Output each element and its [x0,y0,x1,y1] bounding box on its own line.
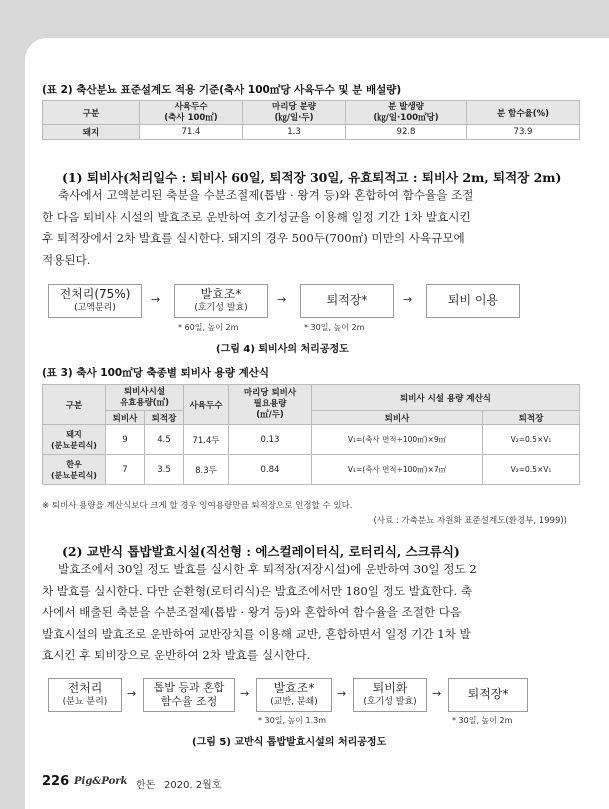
arrow-icon: → [403,293,413,306]
step-sublabel: 함수율 조정 [160,695,218,708]
table3-cell: 3.5 [145,455,184,485]
section1-paragraph [42,185,474,271]
step-label: 퇴비 이용 [447,293,499,308]
table3-cell: 0.13 [229,425,312,455]
flow4-step-fermenter [174,284,268,318]
flow4-note: * 30일, 높이 2m [304,323,365,332]
table3-cell: 4.5 [145,425,184,455]
table2-caption: (표 2) 축산분뇨 표준설계도 적용 기준(축사 100㎡당 사육두수 및 분 배설량) [42,84,402,96]
table3-cell: 8.3두 [184,455,229,485]
step-sublabel: (호기성 발효) [363,696,417,707]
flow5-step-composting [353,678,427,712]
step-label: 발효조* [200,287,242,302]
table3-header: 마리당 퇴비사 필요용량 (㎥/두) [229,385,312,425]
step-label: 퇴적장* [467,687,509,702]
magazine-name: 한돈 [136,780,156,791]
table3-subheader: 퇴적장 [483,411,580,425]
table2-cell: 73.9 [467,125,580,140]
paragraph-line: 축사에서 고액분리된 축분을 수분조절제(톱밥 · 왕겨 등)와 혼합하여 함수율을 조절 [58,188,474,202]
section1-heading: (1) 퇴비사(처리일수 : 퇴비사 60일, 퇴적장 30일, 유효퇴적고 : 퇴비사 2m, 퇴적장 2m) [62,170,562,185]
table2 [42,100,580,140]
paragraph-line: 차 발효를 실시한다. 다만 순환형(로터리식)은 발효조에서만 180일 정도 발효한다. 축 [42,583,473,598]
step-label: 퇴적장* [326,293,368,308]
figure5-caption: (그림 5) 교반식 톱밥발효시설의 처리공정도 [192,737,387,748]
section2-heading: (2) 교반식 톱밥발효시설(직선형 : 에스컬레이터식, 로터리식, 스크류식) [62,544,460,559]
table3-subheader: 퇴적장 [145,411,184,425]
flow5-step-pile [448,678,528,712]
table2-header: 구분 [43,101,140,125]
flow5-step-mixing [143,678,235,712]
step-label: 전처리 [67,681,103,696]
table2-cell: 71.4 [140,125,243,140]
table3-source: (사료 : 가축분뇨 자원화 표준설계도(환경부, 1999)) [373,516,567,526]
table3-header: 구분 [43,385,106,425]
step-sublabel: (분뇨 분리) [62,696,108,707]
table-row [43,455,580,485]
figure4-caption: (그림 4) 퇴비사의 처리공정도 [216,344,349,355]
flow5-step-fermenter [256,678,332,712]
table3-cell: V₁=(축사 면적÷100㎡)×7㎥ [312,455,483,485]
flow4-step-pile [300,284,394,318]
section2-paragraph [42,559,477,667]
table3-cell: V₂=0.5×V₁ [483,455,580,485]
page-number: 226 [42,774,70,789]
paragraph-line: 적용된다. [42,252,91,267]
table2-header: 분 함수율(%) [467,101,580,125]
flow5-step-pretreatment [48,678,122,712]
paragraph-line: 효시킨 후 퇴비장으로 운반하여 2차 발효를 실시한다. [42,648,311,662]
paragraph-line: 후 퇴적장에서 2차 발효를 실시한다. 돼지의 경우 500두(700㎡) 미만의 사육규모에 [42,231,465,245]
arrow-icon: → [240,687,250,700]
arrow-icon: → [337,687,347,700]
table3-cell: 7 [106,455,145,485]
magazine-logo: Pig&Pork [74,776,128,787]
table3-header: 사육두수 [184,385,229,425]
step-label: 퇴비화 [372,681,408,696]
table2-cell: 1.3 [243,125,346,140]
flow5-note: * 30일, 높이 1.3m [258,716,327,725]
table3-cell: 0.84 [229,455,312,485]
table3 [42,384,580,485]
table-row [43,425,580,455]
arrow-icon: → [127,687,137,700]
flow4-step-pretreatment [48,284,142,318]
step-label: 발효조* [273,681,315,696]
table3-caption: (표 3) 축사 100㎡당 축종별 퇴비사 용량 계산식 [42,367,270,379]
paragraph-line: 발효조에서 30일 정도 발효를 실시한 후 퇴적장(저장시설)에 운반하여 30일 정도 2 [58,562,477,576]
paragraph-line: 한 다음 퇴비사 시설의 발효조로 운반하여 호기성균을 이용해 일정 기간 1차 발효시킨 [42,209,471,224]
step-sublabel: (교반, 분쇄) [270,696,318,707]
table2-header: 분 발생량 (㎏/일·100㎡당) [346,101,467,125]
paragraph-line: 발효시설의 발효조로 운반하여 교반장치를 이용해 교반, 혼합하면서 일정 기간 1차 발 [42,626,471,641]
table2-cell: 돼지 [43,125,140,140]
table3-cell: 71.4두 [184,425,229,455]
table3-cell: 한우 (분뇨분리식) [43,455,106,485]
flow4-note: * 60일, 높이 2m [178,323,239,332]
table3-footnote: ※ 퇴비사 용량을 계산식보다 크게 할 경우 잉여용량만큼 퇴적장으로 인정할 수 있다. [42,501,353,511]
arrow-icon: → [432,687,442,700]
step-sublabel: (고액분리) [74,302,116,313]
flow4-step-compost-use [426,284,520,318]
table2-cell: 92.8 [346,125,467,140]
table3-header: 퇴비사시설 유효용량(㎥) [106,385,184,411]
table3-cell: V₁=(축사 면적÷100㎡)×9㎥ [312,425,483,455]
paragraph-line: 사에서 배출된 축분을 수분조절제(톱밥 · 왕겨 등)와 혼합하여 함수율을 조절한 다음 [42,605,462,619]
table2-header: 사육두수 (축사 100㎡) [140,101,243,125]
table3-cell: 9 [106,425,145,455]
step-label: 전처리(75%) [59,287,131,302]
table3-cell: V₂=0.5×V₁ [483,425,580,455]
step-label: 톱밥 등과 혼합 [153,680,225,694]
table2-header: 마리당 분량 (㎏/일·두) [243,101,346,125]
step-sublabel: (호기성 발효) [194,302,248,313]
arrow-icon: → [277,293,287,306]
issue-date: 2020. 2월호 [164,780,222,791]
table3-subheader: 퇴비사 [312,411,483,425]
arrow-icon: → [151,293,161,306]
table3-header: 퇴비사 시설 용량 계산식 [312,385,580,411]
table3-subheader: 퇴비사 [106,411,145,425]
table3-cell: 돼지 (분뇨분리식) [43,425,106,455]
flow5-note: * 30일, 높이 2m [452,716,513,725]
